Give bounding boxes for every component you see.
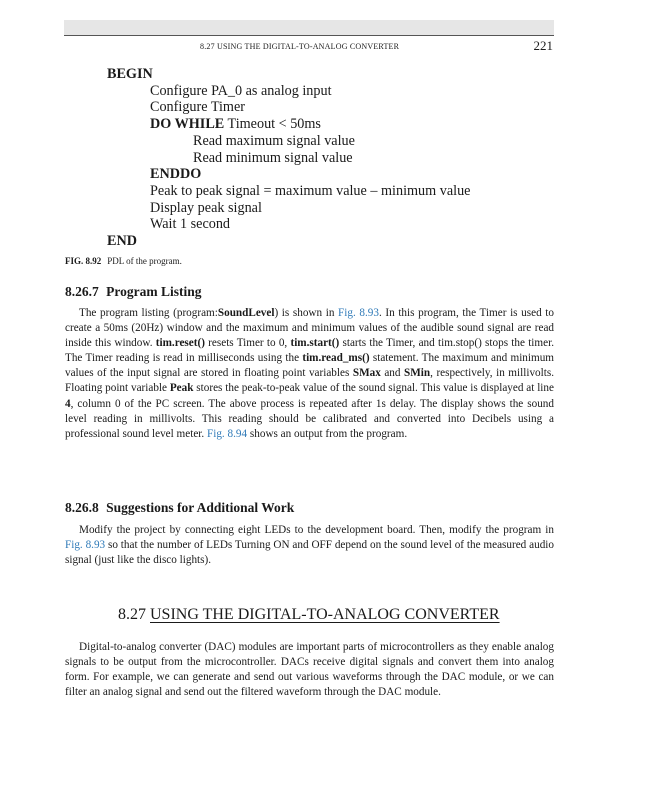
heading-8-26-7 <box>65 284 202 300</box>
text: resets Timer to 0, <box>204 337 291 350</box>
keyword: tim.read_ms() <box>302 352 370 365</box>
pdl-begin: BEGIN <box>107 66 153 82</box>
figure-caption <box>65 256 182 266</box>
pdl-end: END <box>107 233 137 249</box>
figure-link[interactable]: Fig. 8.93 <box>65 539 106 552</box>
pdl-line: Read minimum signal value <box>193 149 353 166</box>
heading-title: Suggestions for Additional Work <box>106 500 295 515</box>
figure-label: FIG. 8.92 <box>65 256 102 266</box>
keyword: tim.start() <box>290 337 340 350</box>
keyword: SMin <box>404 367 431 380</box>
text: . In this program, the Timer is used to create a 50ms (20Hz) window and the maximum and minimum values of the audible sound signal are read inside this window. <box>65 307 554 350</box>
text: shows an output from the program. <box>247 427 408 440</box>
paragraph-suggestions <box>65 523 554 568</box>
pdl-line: Configure PA_0 as analog input <box>150 82 332 99</box>
text: Modify the project by connecting eight LEDs to the development board. Then, modify the program in <box>79 524 554 536</box>
header-rule <box>64 35 554 36</box>
keyword: Peak <box>169 382 194 395</box>
pdl-line: Read maximum signal value <box>193 132 355 149</box>
keyword: SMax <box>352 367 381 380</box>
pdl-line: Peak to peak signal = maximum value – minimum value <box>150 182 471 199</box>
section-number: 8.27 <box>118 606 146 623</box>
figure-link[interactable]: Fig. 8.94 <box>207 427 248 440</box>
paragraph-dac <box>65 640 554 700</box>
text: ) is shown in <box>274 307 339 319</box>
text: Digital-to-analog converter (DAC) modules are important parts of microcontrollers as they enable analog signals to be output from the microcontroller. DACs receive digital signals and convert them into analog form. For example, we can generate and send out various waveforms through the DAC module, or we can filter an analog signal and send out the filtered waveform through the DAC module. <box>65 641 554 699</box>
section-title: USING THE DIGITAL-TO-ANALOG CONVERTER <box>150 606 500 623</box>
pdl-enddo: ENDDO <box>150 166 202 183</box>
heading-number: 8.26.7 <box>65 284 99 299</box>
heading-title: Program Listing <box>106 284 202 299</box>
paragraph-program-listing <box>65 306 554 442</box>
text: stores the peak-to-peak value of the sound signal. This value is displayed at line <box>193 382 554 395</box>
figure-caption-text: PDL of the program. <box>107 256 182 266</box>
pdl-do-while <box>150 116 321 133</box>
pdl-keyword: DO WHILE <box>150 116 225 133</box>
page-number: 221 <box>533 38 553 53</box>
section-heading-8-27 <box>118 606 500 624</box>
pdl-condition: Timeout < 50ms <box>224 116 321 133</box>
text: The program listing (program: <box>79 307 218 319</box>
text: statement. The maximum and minimum values of the input signal are stored in floating point variables <box>65 352 554 380</box>
pdl-line: Configure Timer <box>150 99 245 116</box>
pdl-line: Wait 1 second <box>150 216 231 233</box>
text: starts the Timer, and tim.stop() stops the timer. The Timer reading is read in milliseconds using the <box>65 337 554 365</box>
keyword: tim.reset() <box>155 337 205 350</box>
heading-number: 8.26.8 <box>65 500 99 515</box>
text: , respectively, in millivolts. Floating point variable <box>65 367 554 395</box>
heading-8-26-8 <box>65 500 294 516</box>
header-band <box>64 20 554 35</box>
pdl-line: Display peak signal <box>150 199 262 216</box>
figure-link[interactable]: Fig. 8.93 <box>338 307 379 319</box>
text: so that the number of LEDs Turning ON and OFF depend on the sound level of the measured audio signal (just like the disco lights). <box>65 539 554 567</box>
text: and <box>380 367 405 380</box>
keyword: 4 <box>65 397 71 410</box>
text: , column 0 of the PC screen. The above process is repeated after 1s delay. The display shows the sound level reading in millivolts. This reading should be calibrated and converted into Decibels using a professional sound level meter. <box>65 397 554 440</box>
running-head: 8.27 USING THE DIGITAL-TO-ANALOG CONVERTER <box>200 42 400 51</box>
keyword: SoundLevel <box>217 307 275 319</box>
